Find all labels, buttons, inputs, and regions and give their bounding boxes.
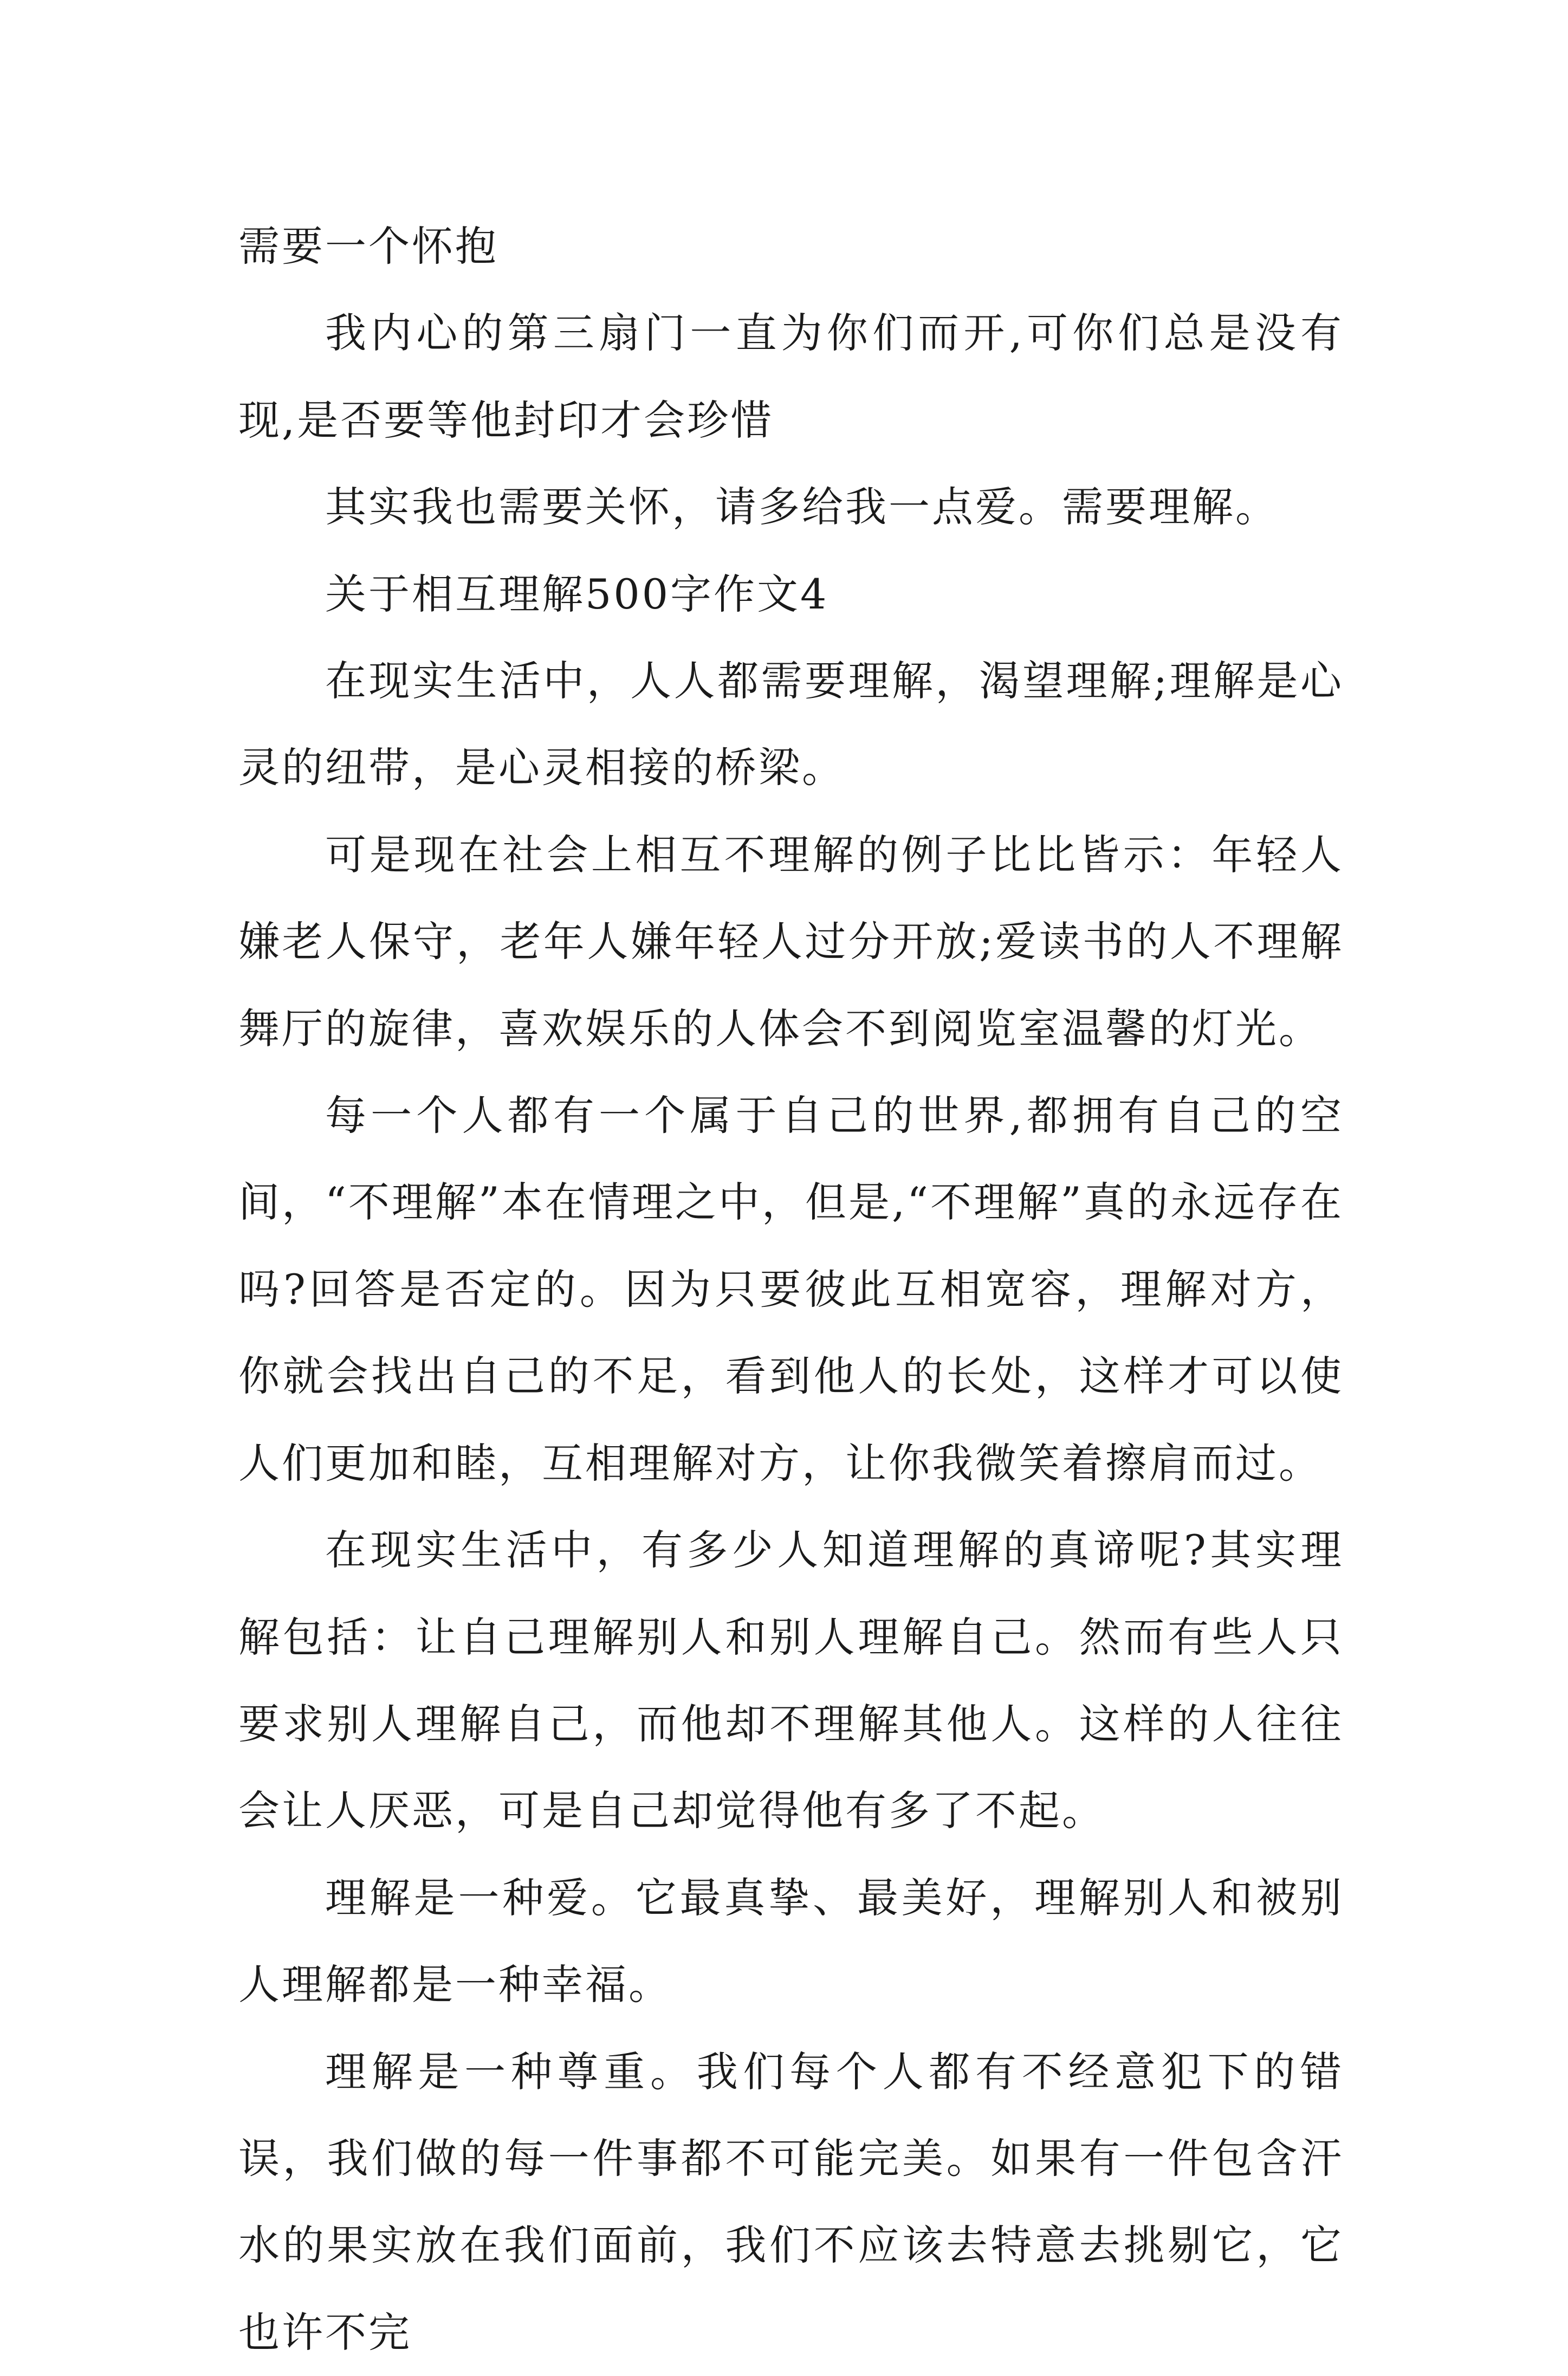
paragraph-1: 需要一个怀抱 <box>238 222 498 270</box>
paragraph-2: 我内心的第三扇门一直为你们而开,可你们总是没有现,是否要等他封印才会珍惜 <box>238 309 1344 444</box>
paragraph-7: 每一个人都有一个属于自己的世界,都拥有自己的空间，“不理解”本在情理之中，但是,“不理解”真的永远存在吗?回答是否定的。因为只要彼此互相宽容，理解对方，你就会找出自己的不足，看到他人的长处，这样才可以使人们更加和睦，互相理解对方，让你我微笑着擦肩而过。 <box>238 1091 1344 1487</box>
paragraph-6: 可是现在社会上相互不理解的例子比比皆示：年轻人嫌老人保守，老年人嫌年轻人过分开放;爱读书的人不理解舞厅的旋律，喜欢娱乐的人体会不到阅览室温馨的灯光。 <box>238 830 1344 1053</box>
paragraph-8: 在现实生活中，有多少人知道理解的真谛呢?其实理解包括：让自己理解别人和别人理解自己。然而有些人只要求别人理解自己，而他却不理解其他人。这样的人往往会让人厌恶，可是自己却觉得他有多了不起。 <box>238 1526 1344 1835</box>
section-heading: 关于相互理解500字作文4 <box>325 569 829 618</box>
paragraph-5: 在现实生活中，人人都需要理解，渴望理解;理解是心灵的纽带，是心灵相接的桥梁。 <box>238 657 1344 792</box>
paragraph-3: 其实我也需要关怀，请多给我一点爱。需要理解。 <box>325 483 1279 532</box>
paragraph-9: 理解是一种爱。它最真挚、最美好，理解别人和被别人理解都是一种幸福。 <box>238 1873 1344 2009</box>
paragraph-10: 理解是一种尊重。我们每个人都有不经意犯下的错误，我们做的每一件事都不可能完美。如果有一件包含汗水的果实放在我们面前，我们不应该去特意去挑剔它，它也许不完 <box>238 2047 1344 2356</box>
body-text <box>238 203 1344 2376</box>
